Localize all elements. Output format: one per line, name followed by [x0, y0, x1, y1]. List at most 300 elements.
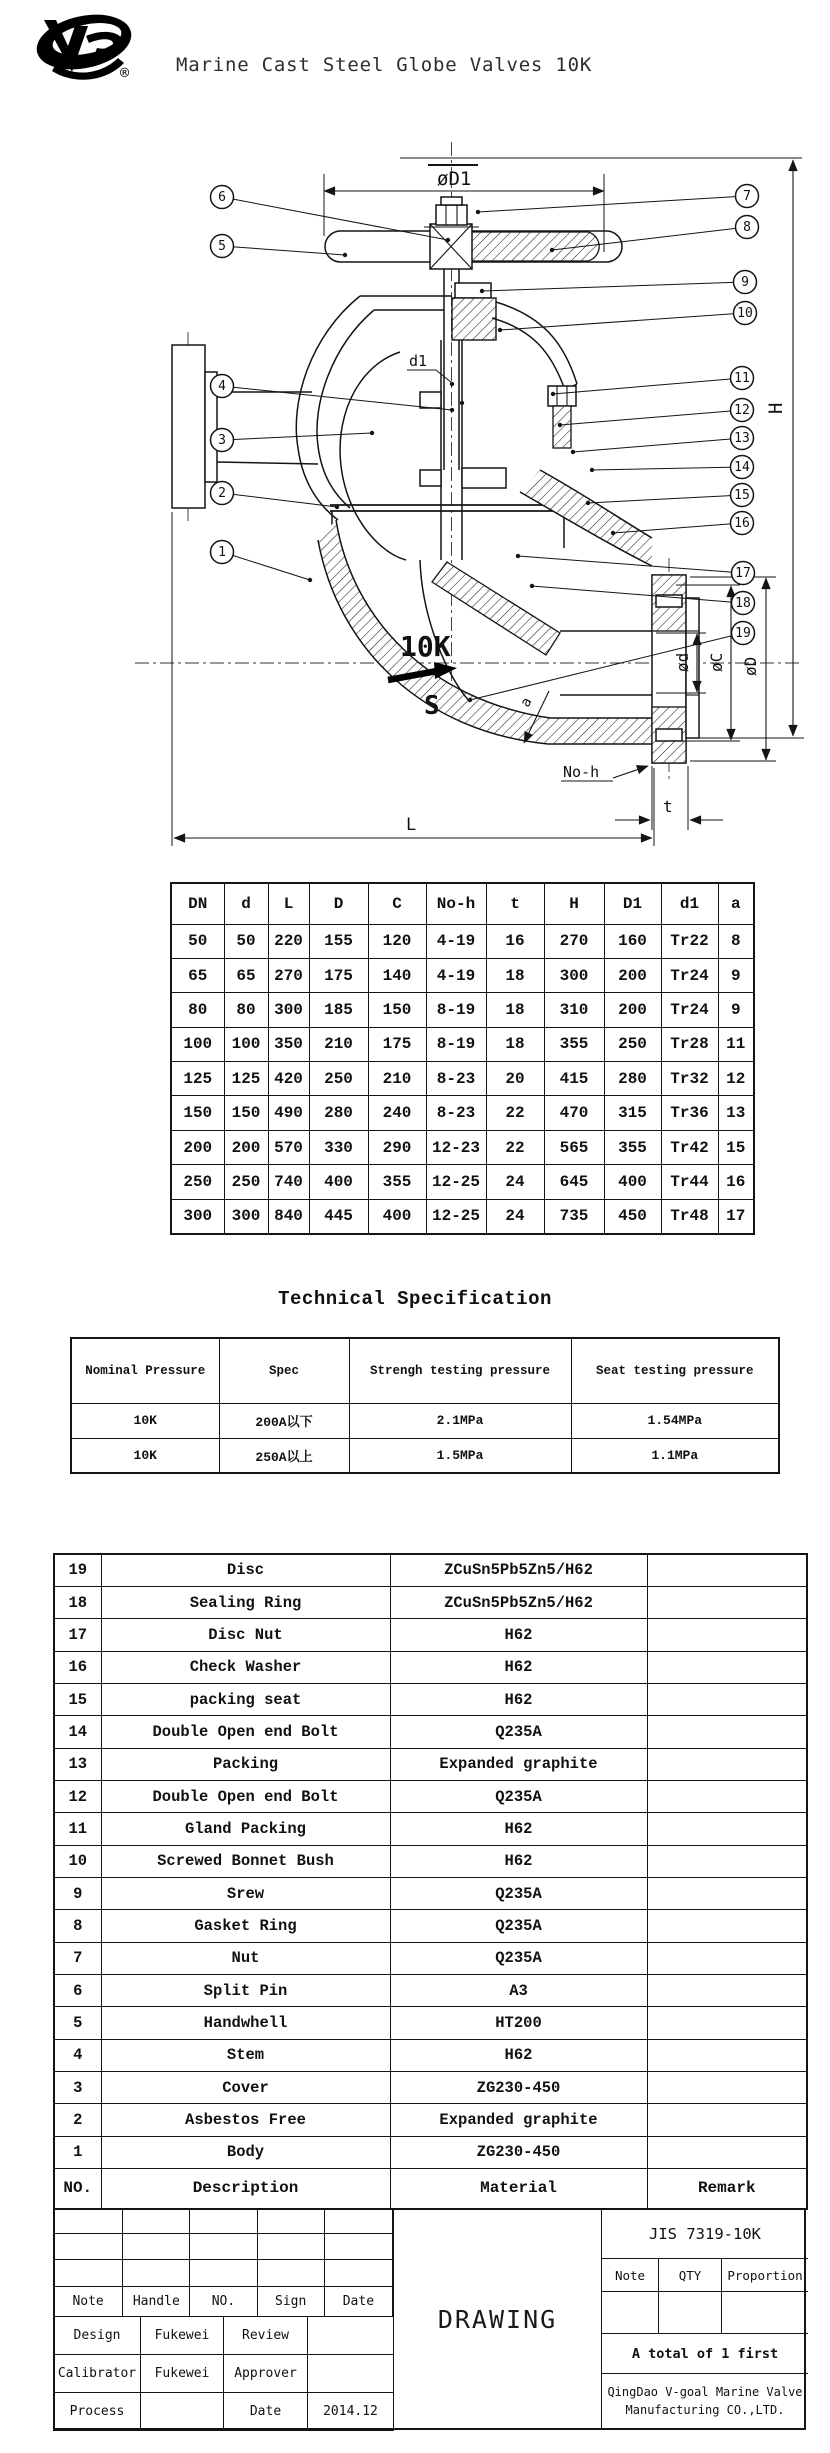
- table-cell: 8-19: [426, 993, 486, 1027]
- table-cell: 175: [368, 1027, 426, 1061]
- table-cell: 185: [309, 993, 368, 1027]
- table-cell: [647, 1974, 807, 2006]
- table-cell: 65: [224, 958, 268, 992]
- table-cell: Check Washer: [101, 1651, 390, 1683]
- table-cell: Tr24: [661, 958, 718, 992]
- table-row: [54, 1942, 807, 1974]
- table-cell: [647, 1651, 807, 1683]
- callout-number: 15: [734, 488, 750, 503]
- table-cell: NO.: [54, 2169, 101, 2209]
- table-cell: 400: [309, 1165, 368, 1199]
- table-cell: Split Pin: [101, 1974, 390, 2006]
- table-cell: Date: [324, 2287, 392, 2317]
- table-cell: Tr32: [661, 1062, 718, 1096]
- table-cell: 8-19: [426, 1027, 486, 1061]
- callout-11: [551, 367, 754, 397]
- drawing-title-cell: [393, 2210, 602, 2428]
- note-column-header: Note: [602, 2259, 659, 2291]
- table-cell: 8-23: [426, 1062, 486, 1096]
- table-row: [54, 1748, 807, 1780]
- table-cell: 12-25: [426, 1165, 486, 1199]
- table-cell: 250A以上: [219, 1438, 349, 1473]
- table-cell: 175: [309, 958, 368, 992]
- table-cell: A3: [390, 1974, 647, 2006]
- table-row: [54, 2007, 807, 2039]
- callout-number: 18: [735, 596, 751, 611]
- table-cell: Gasket Ring: [101, 1910, 390, 1942]
- table-cell: 355: [544, 1027, 604, 1061]
- approver-label: Approver: [224, 2355, 308, 2393]
- table-cell: H: [544, 883, 604, 924]
- table-cell: 10K: [71, 1438, 219, 1473]
- table-cell: 18: [486, 1027, 544, 1061]
- table-cell: 13: [54, 1748, 101, 1780]
- table-cell: 11: [718, 1027, 754, 1061]
- table-cell: 100: [224, 1027, 268, 1061]
- table-cell: Tr42: [661, 1130, 718, 1164]
- table-cell: Body: [101, 2136, 390, 2168]
- table-cell: 50: [171, 924, 224, 958]
- table-cell: 290: [368, 1130, 426, 1164]
- table-row: [54, 1813, 807, 1845]
- callout-number: 9: [741, 275, 749, 290]
- table-cell: 15: [54, 1683, 101, 1715]
- table-row: [171, 1165, 754, 1199]
- dim-t: [615, 766, 723, 830]
- table-cell: Double Open end Bolt: [101, 1716, 390, 1748]
- table-cell: [647, 1748, 807, 1780]
- gland-assembly: [452, 283, 577, 390]
- table-cell: 330: [309, 1130, 368, 1164]
- svg-text:øD1: øD1: [437, 168, 472, 190]
- table-cell: 645: [544, 1165, 604, 1199]
- title-block: [53, 2208, 806, 2430]
- callout-17: [516, 554, 755, 585]
- table-cell: 9: [718, 958, 754, 992]
- proportion-column-header: Proportion: [727, 2267, 803, 2283]
- table-cell: 250: [224, 1165, 268, 1199]
- table-cell: a: [718, 883, 754, 924]
- table-cell: [647, 2007, 807, 2039]
- table-cell: H62: [390, 1619, 647, 1651]
- table-cell: DN: [171, 883, 224, 924]
- table-cell: 300: [224, 1199, 268, 1233]
- table-cell: 565: [544, 1130, 604, 1164]
- parts-list-footer: [54, 2169, 807, 2209]
- callout-number: 17: [735, 566, 751, 581]
- title-block-right: [602, 2210, 808, 2428]
- table-cell: Description: [101, 2169, 390, 2209]
- table-cell: [647, 1780, 807, 1812]
- table-row: [54, 2104, 807, 2136]
- svg-text:No-h: No-h: [563, 763, 600, 781]
- table-cell: Packing: [101, 1748, 390, 1780]
- table-cell: d1: [661, 883, 718, 924]
- table-cell: 450: [604, 1199, 661, 1233]
- table-cell: 355: [604, 1130, 661, 1164]
- table-cell: 8-23: [426, 1096, 486, 1130]
- table-cell: 24: [486, 1199, 544, 1233]
- table-cell: Double Open end Bolt: [101, 1780, 390, 1812]
- table-row: [54, 2209, 393, 2234]
- callout-2: [211, 482, 340, 510]
- company-name: [602, 2374, 808, 2428]
- table-cell: 80: [224, 993, 268, 1027]
- table-cell: Tr44: [661, 1165, 718, 1199]
- table-cell: 1.5MPa: [349, 1438, 571, 1473]
- callout-number: 1: [218, 545, 226, 560]
- table-row: [54, 2355, 394, 2393]
- table-row: [171, 1062, 754, 1096]
- callout-12: [558, 399, 754, 428]
- table-row: [54, 1651, 807, 1683]
- table-cell: 10: [54, 1845, 101, 1877]
- calibrator-label: Calibrator: [54, 2355, 141, 2393]
- table-cell: Q235A: [390, 1716, 647, 1748]
- table-cell: H62: [390, 1651, 647, 1683]
- table-cell: [647, 2039, 807, 2071]
- table-cell: 200: [224, 1130, 268, 1164]
- table-cell: Tr22: [661, 924, 718, 958]
- table-cell: 120: [368, 924, 426, 958]
- table-cell: 12-23: [426, 1130, 486, 1164]
- design-label: Design: [54, 2317, 141, 2355]
- table-row: [54, 1586, 807, 1618]
- table-cell: Disc Nut: [101, 1619, 390, 1651]
- table-cell: 140: [368, 958, 426, 992]
- table-cell: 300: [544, 958, 604, 992]
- date-value: 2014.12: [308, 2393, 394, 2431]
- table-cell: H62: [390, 1683, 647, 1715]
- table-cell: Cover: [101, 2072, 390, 2104]
- table-cell: D1: [604, 883, 661, 924]
- table-cell: 65: [171, 958, 224, 992]
- table-cell: Gland Packing: [101, 1813, 390, 1845]
- table-cell: packing seat: [101, 1683, 390, 1715]
- table-cell: 280: [604, 1062, 661, 1096]
- table-row: [54, 1683, 807, 1715]
- table-row: [54, 1910, 807, 1942]
- table-cell: 125: [171, 1062, 224, 1096]
- callout-number: 13: [734, 431, 750, 446]
- table-cell: 16: [54, 1651, 101, 1683]
- valve-cross-section-drawing: [0, 90, 830, 860]
- table-row: [171, 1096, 754, 1130]
- drawing-code: JIS 7319-10K: [602, 2210, 808, 2259]
- svg-text:d1: d1: [409, 352, 428, 370]
- table-cell: 12-25: [426, 1199, 486, 1233]
- table-cell: 400: [604, 1165, 661, 1199]
- callout-15: [586, 484, 754, 507]
- table-cell: t: [486, 883, 544, 924]
- dimension-table: [170, 882, 755, 1235]
- table-cell: [647, 2104, 807, 2136]
- table-row: [54, 2260, 393, 2287]
- callout-number: 5: [218, 239, 226, 254]
- svg-text:t: t: [663, 797, 673, 816]
- table-cell: 415: [544, 1062, 604, 1096]
- table-cell: 4-19: [426, 924, 486, 958]
- callout-number: 14: [734, 460, 750, 475]
- table-cell: [647, 1877, 807, 1909]
- table-cell: 250: [604, 1027, 661, 1061]
- table-row: [171, 958, 754, 992]
- callout-10: [498, 302, 757, 333]
- table-cell: Expanded graphite: [390, 1748, 647, 1780]
- table-cell: 400: [368, 1199, 426, 1233]
- table-cell: Q235A: [390, 1877, 647, 1909]
- dimension-table-header: [171, 883, 754, 924]
- callout-9: [480, 271, 757, 294]
- callout-number: 8: [743, 220, 751, 235]
- company-line1: QingDao V-goal Marine Valve: [607, 2385, 803, 2399]
- callout-13: [571, 427, 754, 455]
- table-cell: ZG230-450: [390, 2136, 647, 2168]
- table-cell: Nut: [101, 1942, 390, 1974]
- table-cell: 2: [54, 2104, 101, 2136]
- table-cell: 300: [268, 993, 309, 1027]
- qty-cell: [659, 2292, 722, 2333]
- table-cell: 200A以下: [219, 1403, 349, 1438]
- table-cell: 4-19: [426, 958, 486, 992]
- table-cell: Tr36: [661, 1096, 718, 1130]
- callout-6: [211, 186, 451, 243]
- table-cell: 200: [604, 958, 661, 992]
- table-cell: Sealing Ring: [101, 1586, 390, 1618]
- table-cell: 1: [54, 2136, 101, 2168]
- table-cell: 210: [309, 1027, 368, 1061]
- table-cell: 3: [54, 2072, 101, 2104]
- table-cell: No-h: [426, 883, 486, 924]
- review-value: [308, 2317, 394, 2355]
- table-cell: ZCuSn5Pb5Zn5/H62: [390, 1554, 647, 1586]
- table-row: [54, 2072, 807, 2104]
- callout-1: [211, 541, 313, 583]
- table-cell: Q235A: [390, 1942, 647, 1974]
- table-cell: 100: [171, 1027, 224, 1061]
- callout-number: 3: [218, 433, 226, 448]
- table-cell: 125: [224, 1062, 268, 1096]
- callout-3: [211, 429, 375, 452]
- table-cell: 220: [268, 924, 309, 958]
- vgoal-logo: [28, 8, 148, 90]
- callout-18: [530, 584, 755, 615]
- table-cell: C: [368, 883, 426, 924]
- table-cell: 5: [54, 2007, 101, 2039]
- table-cell: 150: [368, 993, 426, 1027]
- table-row: [171, 993, 754, 1027]
- proportion-cell: [722, 2292, 808, 2333]
- title-block-left-bottom: [53, 2316, 394, 2431]
- table-cell: 2.1MPa: [349, 1403, 571, 1438]
- table-row: [54, 1716, 807, 1748]
- table-cell: 9: [718, 993, 754, 1027]
- table-cell: 300: [171, 1199, 224, 1233]
- table-row: [54, 2393, 394, 2431]
- table-cell: 8: [718, 924, 754, 958]
- company-line2: Manufacturing CO.,LTD.: [625, 2403, 785, 2417]
- table-cell: H62: [390, 2039, 647, 2071]
- approver-value: [308, 2355, 394, 2393]
- design-value: Fukewei: [141, 2317, 224, 2355]
- callout-number: 10: [737, 306, 753, 321]
- table-cell: 1.1MPa: [571, 1438, 779, 1473]
- table-cell: 160: [604, 924, 661, 958]
- process-label: Process: [54, 2393, 141, 2431]
- table-cell: Sign: [257, 2287, 324, 2317]
- callout-number: 6: [218, 190, 226, 205]
- table-cell: 250: [171, 1165, 224, 1199]
- callout-number: 16: [734, 516, 750, 531]
- svg-text:L: L: [406, 815, 417, 835]
- table-row: [54, 1877, 807, 1909]
- table-cell: [647, 1683, 807, 1715]
- table-cell: Tr48: [661, 1199, 718, 1233]
- table-cell: 16: [718, 1165, 754, 1199]
- svg-text:a: a: [517, 694, 536, 710]
- table-cell: 15: [718, 1130, 754, 1164]
- table-cell: Q235A: [390, 1910, 647, 1942]
- callout-number: 2: [218, 486, 226, 501]
- date-label: Date: [224, 2393, 308, 2431]
- parts-list-table: [53, 1553, 808, 2210]
- table-row: [54, 2136, 807, 2168]
- note-cell: [602, 2292, 659, 2333]
- table-cell: Nominal Pressure: [71, 1338, 219, 1403]
- table-cell: 315: [604, 1096, 661, 1130]
- table-cell: Tr24: [661, 993, 718, 1027]
- table-cell: 50: [224, 924, 268, 958]
- table-cell: [647, 1910, 807, 1942]
- review-label: Review: [224, 2317, 308, 2355]
- callout-number: 7: [743, 189, 751, 204]
- table-cell: 490: [268, 1096, 309, 1130]
- qty-column-header: QTY: [659, 2259, 722, 2291]
- table-row: [54, 1845, 807, 1877]
- table-cell: H62: [390, 1813, 647, 1845]
- table-cell: 18: [486, 958, 544, 992]
- table-cell: 13: [718, 1096, 754, 1130]
- svg-text:H: H: [765, 402, 787, 414]
- table-cell: Expanded graphite: [390, 2104, 647, 2136]
- table-cell: 9: [54, 1877, 101, 1909]
- table-cell: [647, 1942, 807, 1974]
- table-row: [171, 1130, 754, 1164]
- table-cell: 735: [544, 1199, 604, 1233]
- table-cell: 355: [368, 1165, 426, 1199]
- table-cell: 150: [224, 1096, 268, 1130]
- table-cell: Stem: [101, 2039, 390, 2071]
- table-cell: 22: [486, 1096, 544, 1130]
- table-cell: 6: [54, 1974, 101, 2006]
- table-cell: [647, 1845, 807, 1877]
- table-cell: 19: [54, 1554, 101, 1586]
- table-cell: 350: [268, 1027, 309, 1061]
- table-cell: ZG230-450: [390, 2072, 647, 2104]
- table-cell: 420: [268, 1062, 309, 1096]
- table-row: [54, 2234, 393, 2260]
- table-row: [71, 1438, 779, 1473]
- table-cell: 11: [54, 1813, 101, 1845]
- svg-text:øD: øD: [741, 656, 760, 676]
- table-cell: Q235A: [390, 1780, 647, 1812]
- table-row: [54, 2317, 394, 2355]
- callout-number: 4: [218, 379, 226, 394]
- seat-section: [432, 562, 560, 655]
- table-cell: Note: [54, 2287, 123, 2317]
- table-cell: L: [268, 883, 309, 924]
- callout-16: [611, 512, 754, 536]
- table-row: [171, 1027, 754, 1061]
- table-cell: H62: [390, 1845, 647, 1877]
- table-cell: Remark: [647, 2169, 807, 2209]
- technical-specification-heading: Technical Specification: [278, 1288, 552, 1310]
- table-row: [54, 1554, 807, 1586]
- table-cell: Disc: [101, 1554, 390, 1586]
- table-cell: 12: [718, 1062, 754, 1096]
- callout-4: [211, 375, 455, 413]
- table-row: [54, 1974, 807, 2006]
- table-cell: [647, 1554, 807, 1586]
- table-cell: Handwhell: [101, 2007, 390, 2039]
- table-cell: 10K: [71, 1403, 219, 1438]
- table-cell: 7: [54, 1942, 101, 1974]
- svg-text:S: S: [424, 691, 440, 721]
- technical-specification-table: [70, 1337, 780, 1474]
- callout-number: 19: [735, 626, 751, 641]
- table-cell: 16: [486, 924, 544, 958]
- table-cell: 445: [309, 1199, 368, 1233]
- table-cell: 740: [268, 1165, 309, 1199]
- table-cell: 280: [309, 1096, 368, 1130]
- title-block-left-top: [53, 2208, 393, 2317]
- table-cell: 1.54MPa: [571, 1403, 779, 1438]
- table-row: [171, 924, 754, 958]
- table-cell: HT200: [390, 2007, 647, 2039]
- svg-text:ød: ød: [673, 652, 692, 672]
- table-cell: [647, 1619, 807, 1651]
- table-cell: [647, 2072, 807, 2104]
- table-cell: ZCuSn5Pb5Zn5/H62: [390, 1586, 647, 1618]
- table-cell: 240: [368, 1096, 426, 1130]
- callout-7: [476, 185, 759, 215]
- table-cell: D: [309, 883, 368, 924]
- table-cell: 8: [54, 1910, 101, 1942]
- total-note: A total of 1 first: [602, 2334, 808, 2374]
- table-row: [54, 1780, 807, 1812]
- table-cell: Tr28: [661, 1027, 718, 1061]
- table-cell: 155: [309, 924, 368, 958]
- table-row: [54, 1619, 807, 1651]
- table-cell: Srew: [101, 1877, 390, 1909]
- table-cell: 840: [268, 1199, 309, 1233]
- callout-number: 12: [734, 403, 750, 418]
- table-cell: [647, 1716, 807, 1748]
- table-cell: 20: [486, 1062, 544, 1096]
- table-cell: 17: [54, 1619, 101, 1651]
- label-no-h: [561, 763, 648, 781]
- table-cell: 18: [54, 1586, 101, 1618]
- table-cell: 270: [268, 958, 309, 992]
- svg-text:øC: øC: [707, 652, 726, 672]
- table-row: [171, 1199, 754, 1233]
- table-cell: 22: [486, 1130, 544, 1164]
- registered-trademark: ®: [120, 64, 130, 82]
- spec-table-header: [71, 1338, 779, 1403]
- table-cell: 310: [544, 993, 604, 1027]
- table-cell: 24: [486, 1165, 544, 1199]
- table-cell: 250: [309, 1062, 368, 1096]
